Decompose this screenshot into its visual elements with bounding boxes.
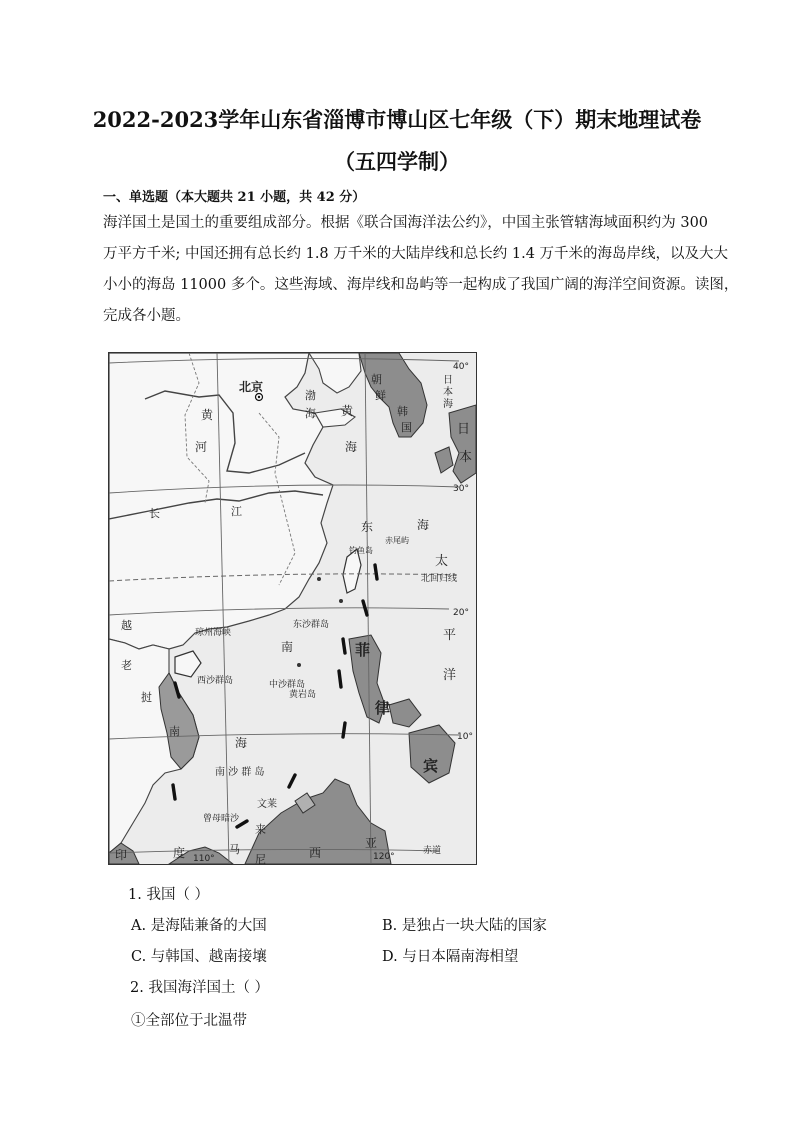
section-heading: 一、单选题（本大题共 21 小题，共 42 分） [103,190,366,205]
intro-line: 万平方千米; 中国还拥有总长约 1.8 万千米的大陆岸线和总长约 1.4 万千米的海岛岸线，以及大大 [103,246,729,262]
label-pacific: 太 [435,554,449,569]
label-yangtze: 江 [231,505,242,518]
label-indonesia: 度 [173,846,186,860]
question-1-stem: 1. 我国（ ） [128,887,210,903]
label-zengmu: 曾母暗沙 [203,814,240,824]
label-sea-of-japan: 本 [443,387,453,398]
label-south-korea: 国 [401,421,412,434]
label-vietnam: 越 [121,619,132,632]
intro-paragraph [103,208,739,332]
label-east-sea: 海 [417,518,430,532]
label-laos: 老 [121,659,132,672]
label-yellow-river: 黄 [201,408,214,422]
label-yellow-sea: 黄 [341,404,354,418]
label-lat-30: 30° [453,484,469,494]
label-east-sea: 东 [361,520,374,534]
question-2-stem: 2. 我国海洋国土（ ） [130,980,270,996]
label-dongsha: 东沙群岛 [293,620,330,630]
label-huangyan: 黄岩岛 [289,690,317,700]
label-lon-120: 120° [373,852,395,862]
label-pacific: 平 [443,628,457,643]
label-laos-2: 挝 [141,691,152,704]
island-marker [339,599,343,603]
beijing-dot [258,396,260,398]
exam-title: 2022-2023学年山东省淄博市博山区七年级（下）期末地理试卷 [92,107,702,132]
label-indonesia: 尼 [255,853,266,864]
label-malaysia: 马 [229,843,240,856]
label-sea-of-japan: 日 [443,375,453,386]
label-qiongzhou-strait: 琼州海峡 [195,628,232,638]
label-bohai: 渤 [305,389,316,402]
label-malaysia: 西 [309,846,322,860]
intro-line: 小小的海岛 11000 多个。这些海域、海岸线和岛屿等一起构成了我国广阔的海洋空间资源。读图， [103,277,739,293]
label-brunei: 文莱 [257,799,277,810]
island-marker [317,577,321,581]
label-equator: 赤道 [423,846,442,856]
label-indonesia: 印 [115,848,128,862]
label-zhongsha: 中沙群岛 [269,680,306,690]
label-north-korea: 朝 [371,373,382,386]
island-marker [297,663,301,667]
label-vietnam-2: 南 [169,725,180,738]
label-xisha: 西沙群岛 [197,676,234,686]
label-nansha: 南 沙 群 岛 [215,767,265,778]
label-tropic-of-cancer: 北回归线 [421,574,458,584]
label-philippines: 宾 [423,757,439,775]
question-1-option-d[interactable]: D. 与日本隔南海相望 [382,949,519,965]
label-north-korea: 鲜 [375,389,386,402]
label-bohai: 海 [305,407,316,420]
label-lat-10: 10° [457,732,473,742]
map-drawing [109,353,476,864]
label-chiwei: 赤尾屿 [385,536,409,545]
label-yellow-river: 河 [195,440,208,454]
label-malaysia: 来 [255,823,266,836]
label-south-china-sea: 海 [235,736,248,750]
question-1-option-c[interactable]: C. 与韩国、越南接壤 [131,949,267,965]
label-beijing: 北京 [239,380,264,394]
label-sea-of-japan: 海 [443,399,453,410]
dash-segment [173,785,175,799]
intro-line: 海洋国土是国土的重要组成部分。根据《联合国海洋法公约》，中国主张管辖海域面积约为 300 [103,215,709,231]
label-philippines: 菲 [355,641,371,659]
exam-subtitle: （五四学制） [334,149,460,174]
china-seas-map [108,352,477,865]
question-1-option-a[interactable]: A. 是海陆兼备的大国 [131,918,267,934]
dash-segment [375,565,377,579]
label-pacific: 洋 [443,668,457,683]
label-south-china-sea: 南 [281,640,294,654]
label-philippines: 律 [375,699,391,717]
question-1-option-b[interactable]: B. 是独占一块大陆的国家 [382,918,547,934]
intro-line: 完成各小题。 [103,308,190,324]
label-yangtze: 长 [149,507,160,520]
label-lat-40: 40° [453,362,469,372]
label-lat-20: 20° [453,608,469,618]
dash-segment [343,639,345,653]
dash-segment [343,723,345,737]
question-2-item-1: ①全部位于北温带 [131,1013,247,1029]
label-south-korea: 韩 [397,405,408,418]
label-diaoyu: 钓鱼岛 [349,546,373,555]
label-yellow-sea: 海 [345,440,358,454]
label-japan: 本 [459,450,473,465]
label-japan: 日 [457,422,471,437]
dash-segment [339,671,341,687]
label-lon-110: 110° [193,854,215,864]
label-malaysia: 亚 [365,836,378,850]
